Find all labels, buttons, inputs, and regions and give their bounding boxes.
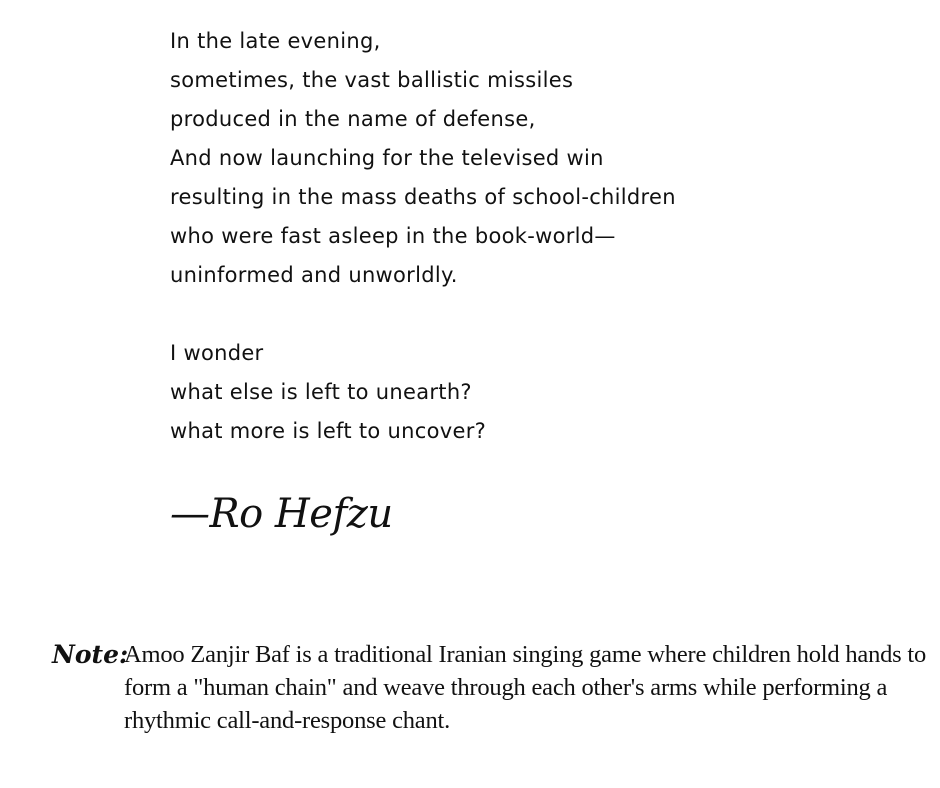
poem-line: In the late evening, bbox=[170, 29, 381, 53]
poem-line: resulting in the mass deaths of school-children bbox=[170, 185, 676, 209]
poem bbox=[170, 26, 910, 455]
poem-line: produced in the name of defense, bbox=[170, 107, 536, 131]
poem-line: And now launching for the televised win bbox=[170, 146, 604, 170]
poem-line: what else is left to unearth? bbox=[170, 380, 472, 404]
poem-line: what more is left to uncover? bbox=[170, 419, 487, 443]
note-text: Amoo Zanjir Baf is a traditional Iranian singing game where children hold hands to form a "human chain" and weave through each other's arms while performing a rhythmic call-and-response chant. bbox=[124, 641, 927, 734]
stanza-break bbox=[170, 299, 910, 338]
poem-line: who were fast asleep in the book-world— bbox=[170, 224, 616, 248]
poem-line: uninformed and unworldly. bbox=[170, 263, 458, 287]
poem-line: I wonder bbox=[170, 341, 264, 365]
note-label: Note: bbox=[52, 640, 129, 669]
poem-line: sometimes, the vast ballistic missiles bbox=[170, 68, 574, 92]
author-signature: —Ro Hefzu bbox=[170, 491, 393, 537]
